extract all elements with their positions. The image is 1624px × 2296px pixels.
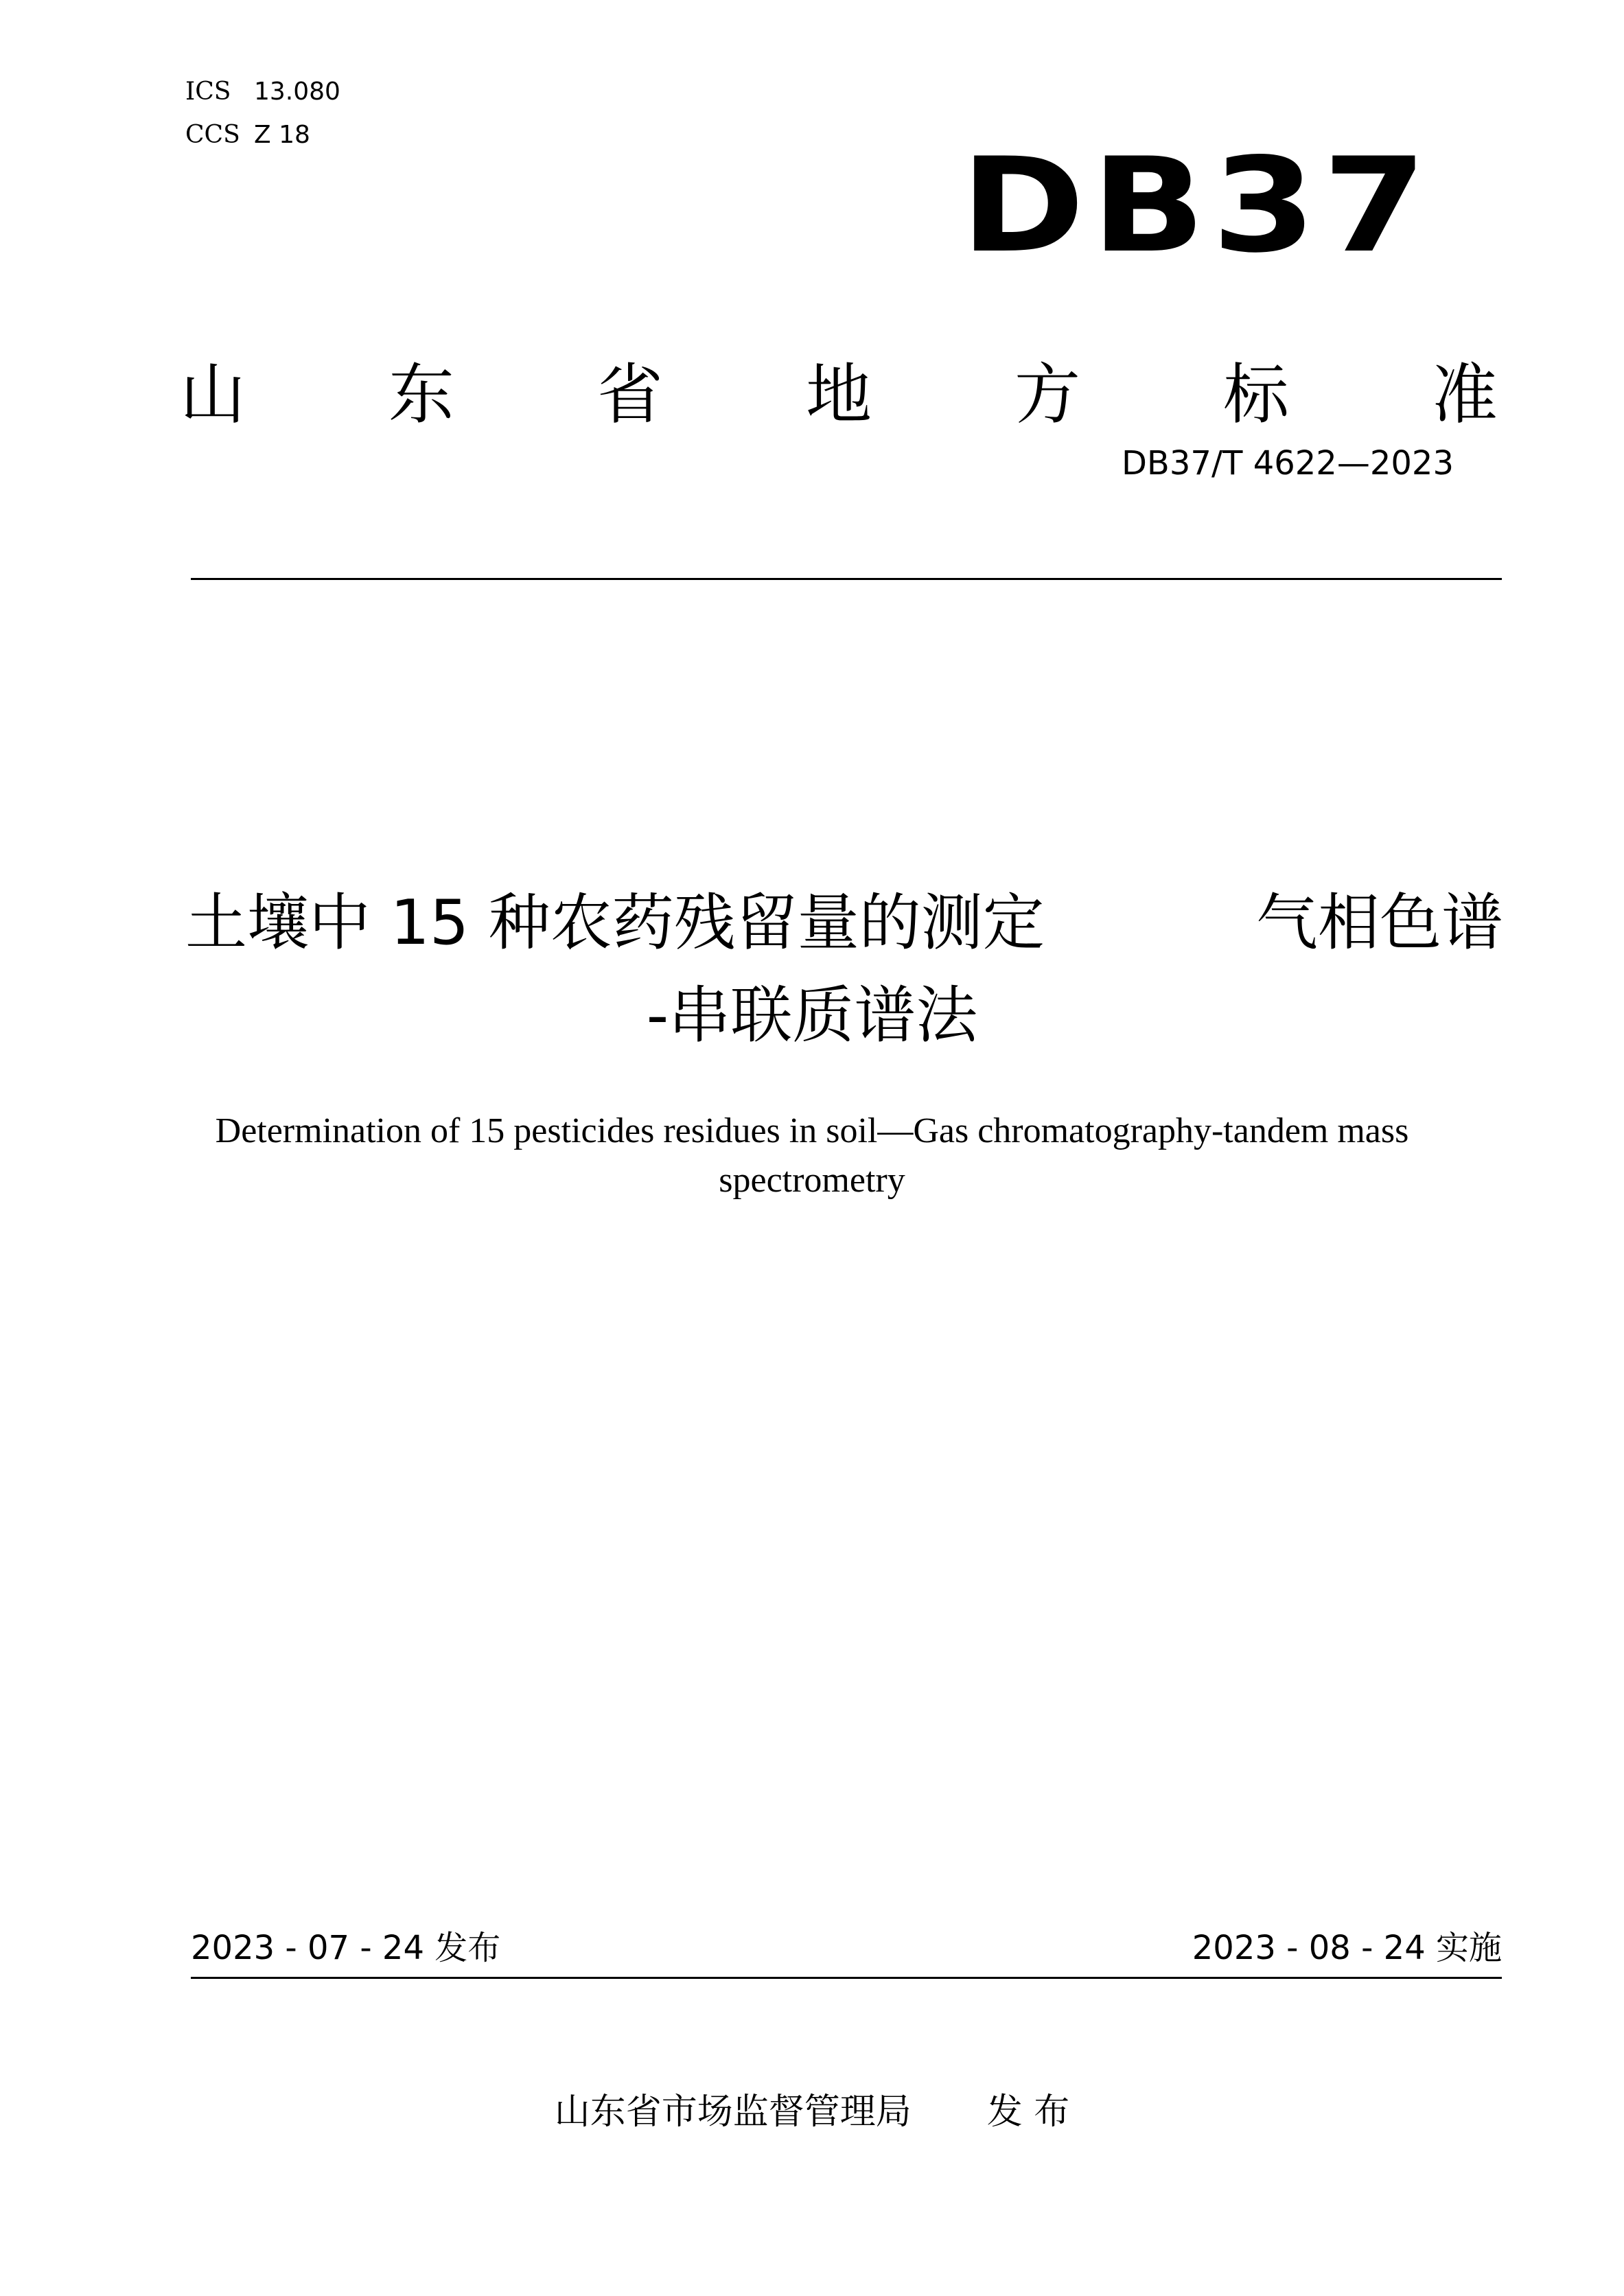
title-cn-tail: 气相色谱 <box>1256 887 1503 959</box>
ccs-line <box>185 120 310 150</box>
ics-label: ICS <box>185 78 231 106</box>
ccs-label: CCS <box>185 121 240 149</box>
db37-logo: DB37 <box>960 130 1433 281</box>
publisher-org: 山东省市场监督管理局 <box>554 2091 912 2133</box>
top-divider <box>191 578 1502 580</box>
title-en-line2: spectrometry <box>719 1161 905 1200</box>
standard-type-char: 山 <box>180 356 246 433</box>
bottom-divider <box>191 1977 1502 1979</box>
title-en <box>178 1106 1446 1205</box>
standard-type-char: 东 <box>388 356 454 433</box>
ics-value: 13.080 <box>254 78 340 106</box>
implementation-date: 2023 - 08 - 24 实施 <box>1192 1929 1502 1967</box>
ics-line <box>185 77 340 107</box>
standard-type-char: 方 <box>1014 356 1080 433</box>
title-en-line1: Determination of 15 pesticides residues in soil—Gas chromatography-tandem mass <box>215 1111 1409 1150</box>
publisher <box>0 2090 1624 2134</box>
title-cn-line1 <box>185 885 1503 961</box>
issue-date: 2023 - 07 - 24 发布 <box>191 1929 501 1967</box>
standard-type-title <box>180 357 1498 432</box>
title-cn-main: 土壤中 15 种农药残留量的测定 <box>185 887 1045 959</box>
standard-type-char: 准 <box>1432 356 1498 433</box>
standard-type-char: 省 <box>597 356 663 433</box>
publisher-action: 发 布 <box>986 2091 1070 2133</box>
standard-code: DB37/T 4622—2023 <box>1121 444 1454 483</box>
title-cn-line2: -串联质谱法 <box>646 979 978 1052</box>
standard-type-char: 标 <box>1223 356 1289 433</box>
ccs-value: Z 18 <box>254 121 310 149</box>
standard-type-char: 地 <box>806 356 872 433</box>
